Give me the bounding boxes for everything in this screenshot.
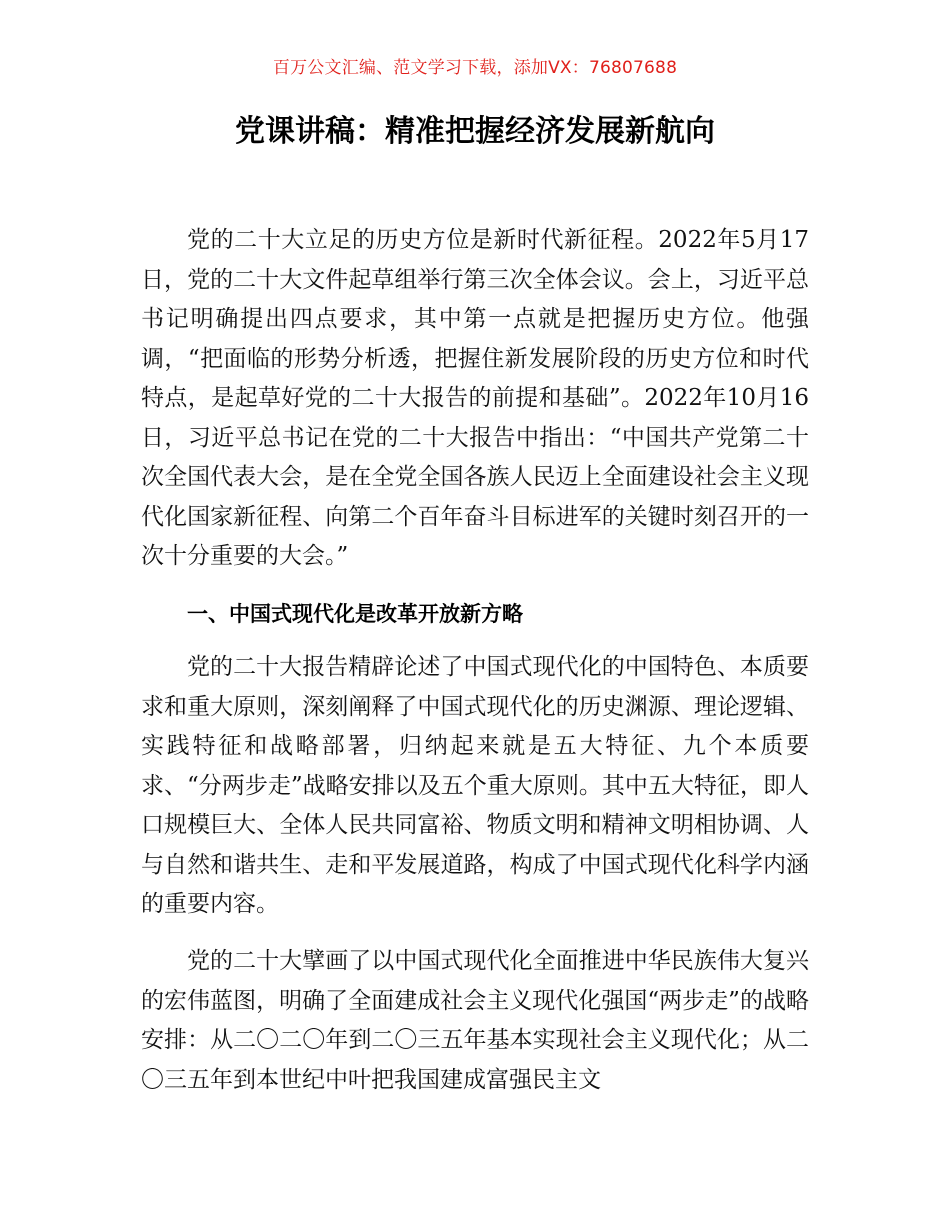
promo-header: 百万公文汇编、范文学习下载，添加VX：76807688 [272, 58, 678, 78]
section-heading: 一、中国式现代化是改革开放新方略 [187, 602, 523, 626]
paragraph-text: 党的二十大报告精辟论述了中国式现代化的中国特色、本质要求和重大原则，深刻阐释了中国式现代化的历史渊源、理论逻辑、实践特征和战略部署，归纳起来就是五大特征、九个本质要求、“分两步走”战略安排以及五个重大原则。其中五大特征，即人口规模巨大、全体人民共同富裕、物质文明和精神文明相协调、人与自然和谐共生、走和平发展道路，构成了中国式现代化科学内涵的重要内容。 [141, 654, 809, 917]
paragraph-text: 党的二十大擘画了以中国式现代化全面推进中华民族伟大复兴的宏伟蓝图，明确了全面建成社会主义现代化强国“两步走”的战略安排：从二〇二〇年到二〇三五年基本实现社会主义现代化；从二〇三五年到本世纪中叶把我国建成富强民主文 [141, 948, 809, 1093]
body-paragraph-2 [141, 648, 809, 925]
body-paragraph-3 [141, 942, 809, 1100]
body-paragraph-1 [141, 221, 809, 577]
page-title: 党课讲稿：精准把握经济发展新航向 [235, 114, 715, 149]
paragraph-text: 党的二十大立足的历史方位是新时代新征程。2022年5月17日，党的二十大文件起草组举行第三次全体会议。会上，习近平总书记明确提出四点要求，其中第一点就是把握历史方位。他强调，“把面临的形势分析透，把握住新发展阶段的历史方位和时代特点，是起草好党的二十大报告的前提和基础”。2022年10月16日，习近平总书记在党的二十大报告中指出：“中国共产党第二十次全国代表大会，是在全党全国各族人民迈上全面建设社会主义现代化国家新征程、向第二个百年奋斗目标进军的关键时刻召开的一次十分重要的大会。” [141, 227, 809, 569]
